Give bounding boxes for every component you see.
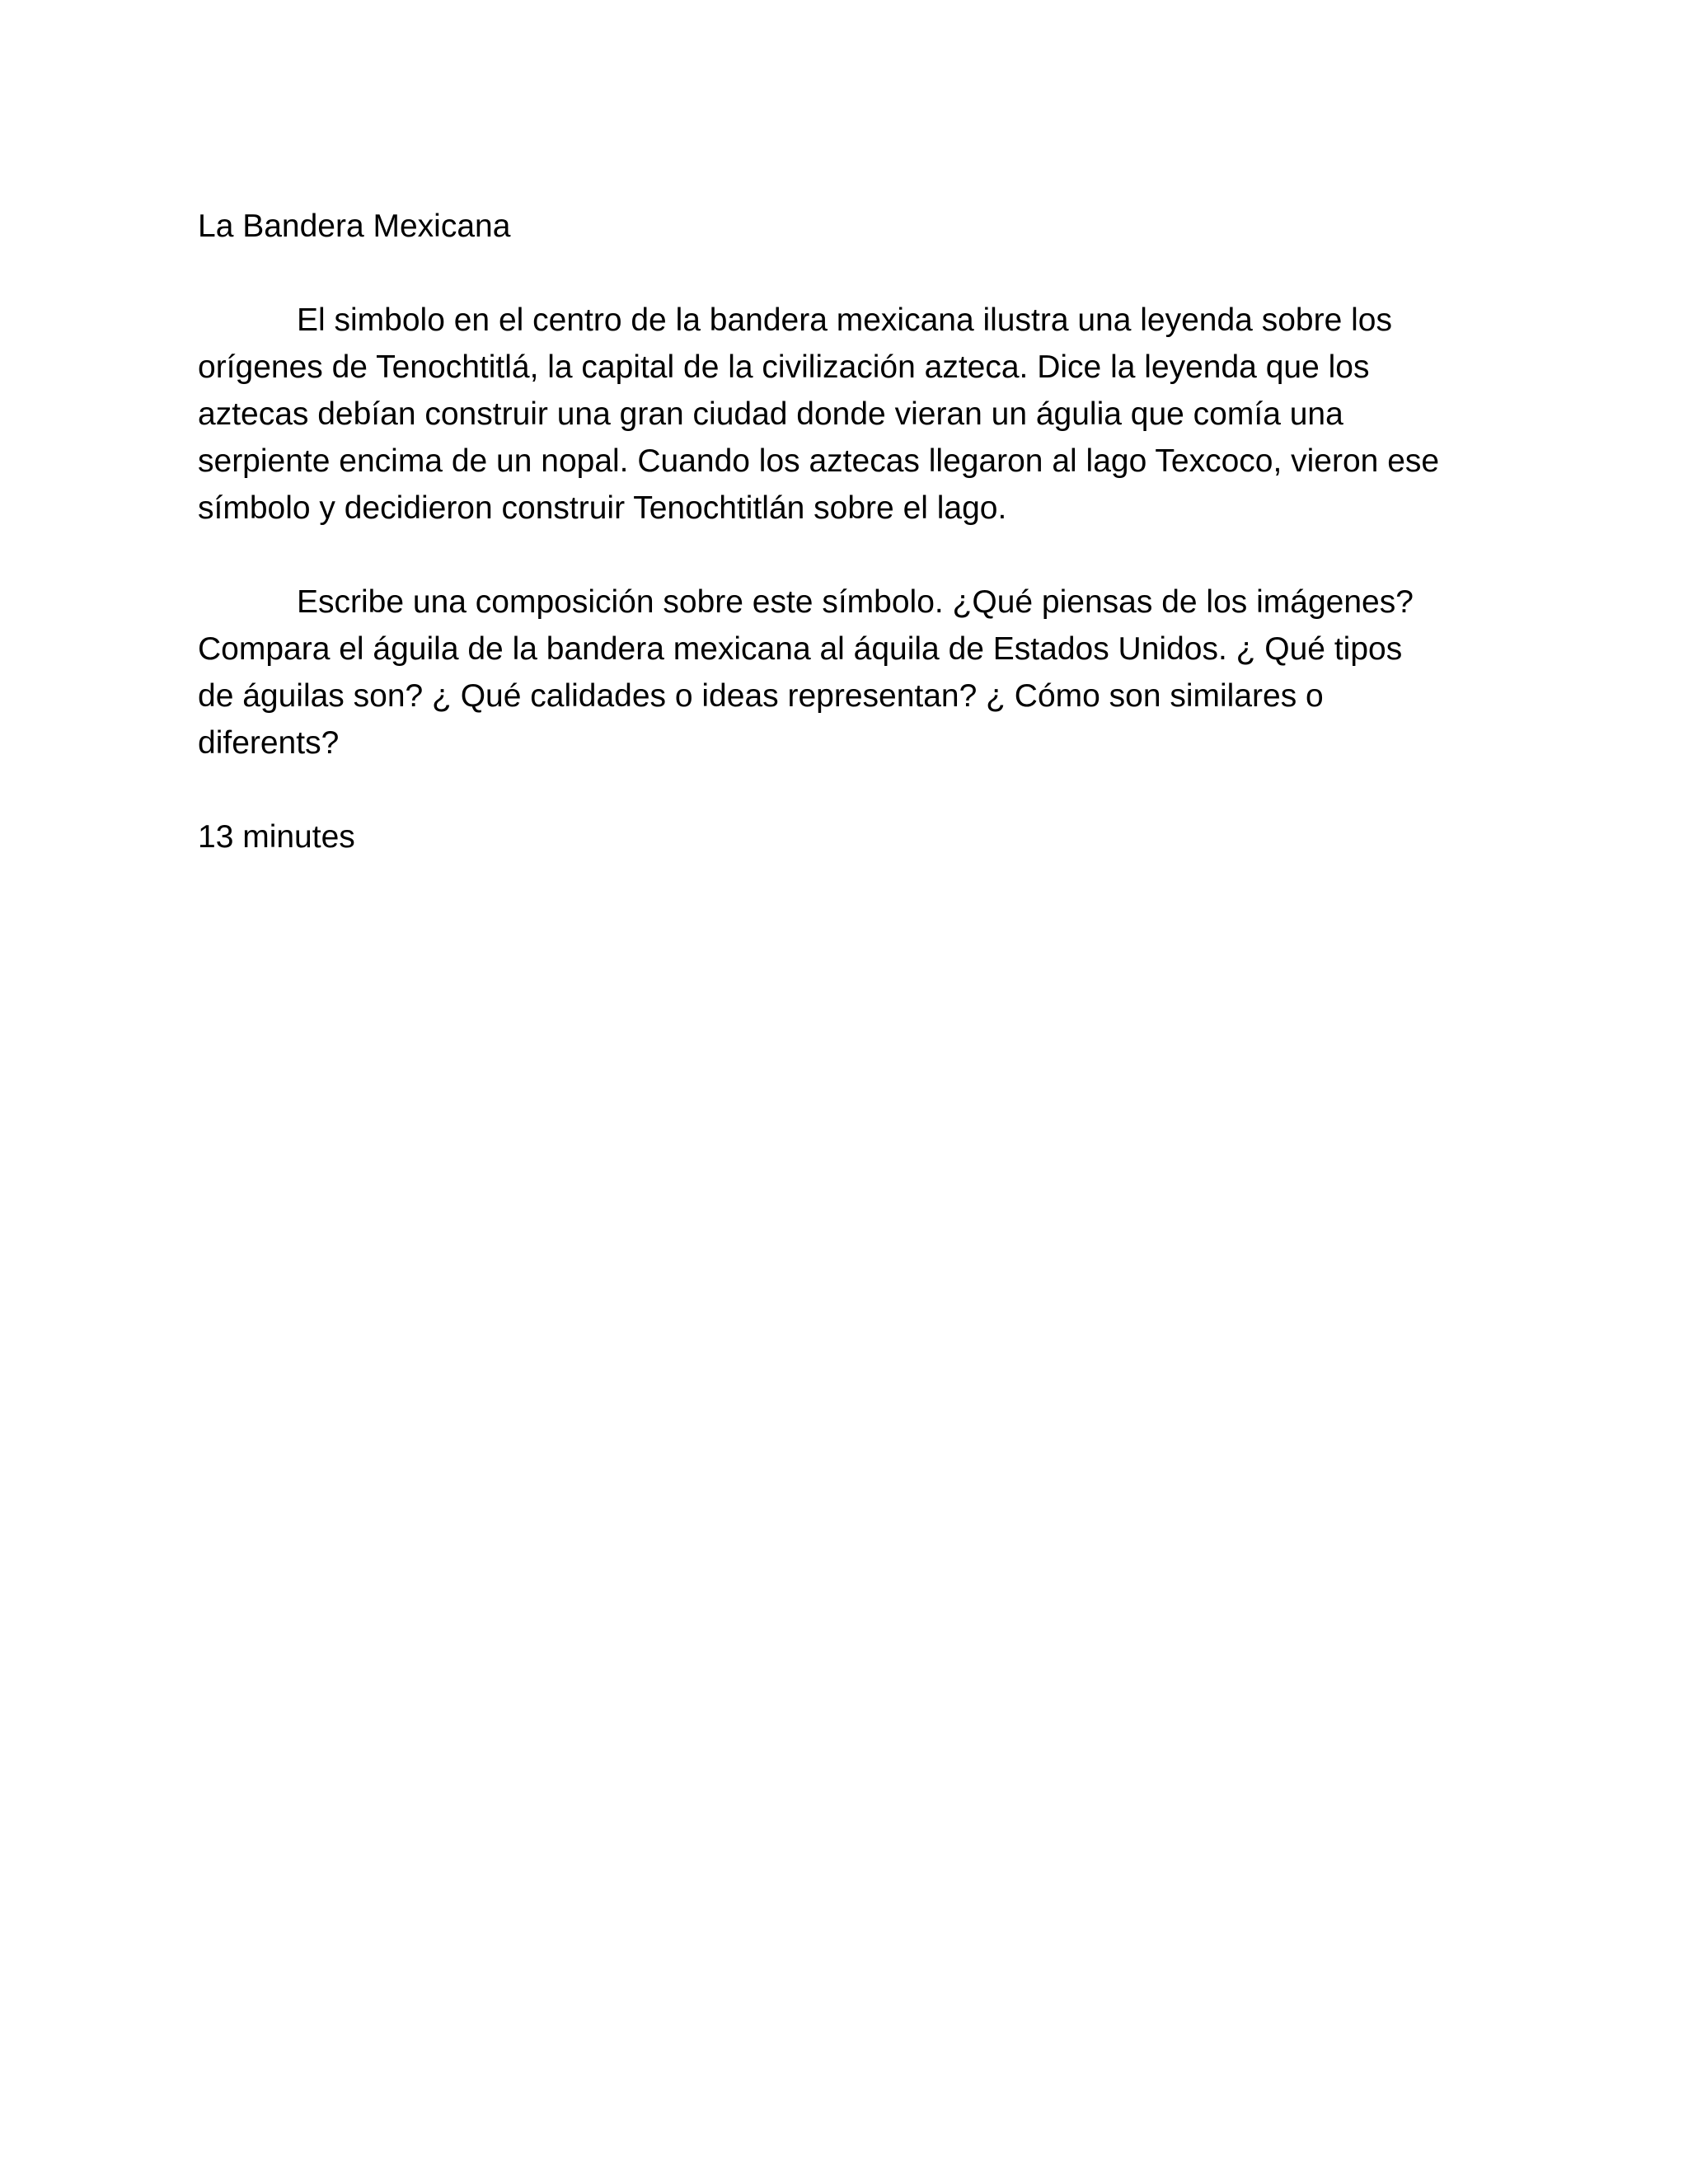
paragraph-line: Escribe una composición sobre este símbolo. ¿Qué piensas de los imágenes? bbox=[297, 584, 1414, 620]
paragraph-line: símbolo y decidieron construir Tenochtitlán sobre el lago. bbox=[198, 490, 1007, 526]
paragraph-line: orígenes de Tenochtitlá, la capital de la civilización azteca. Dice la leyenda que los bbox=[198, 349, 1370, 385]
paragraph-line: El simbolo en el centro de la bandera mexicana ilustra una leyenda sobre los bbox=[297, 302, 1392, 338]
document-title: La Bandera Mexicana bbox=[198, 209, 511, 244]
paragraph-line: diferents? bbox=[198, 725, 340, 761]
paragraph-prompt bbox=[198, 579, 1500, 766]
paragraph-line: de águilas son? ¿ Qué calidades o ideas representan? ¿ Cómo son similares o bbox=[198, 678, 1324, 714]
document-content bbox=[198, 203, 1500, 860]
paragraph-line: Compara el águila de la bandera mexicana al áquila de Estados Unidos. ¿ Qué tipos bbox=[198, 631, 1403, 667]
time-limit-note: 13 minutes bbox=[198, 819, 355, 855]
paragraph-legend bbox=[198, 297, 1500, 532]
paragraph-line: aztecas debían construir una gran ciudad donde vieran un águlia que comía una bbox=[198, 396, 1343, 432]
paragraph-line: serpiente encima de un nopal. Cuando los aztecas llegaron al lago Texcoco, vieron ese bbox=[198, 443, 1440, 479]
